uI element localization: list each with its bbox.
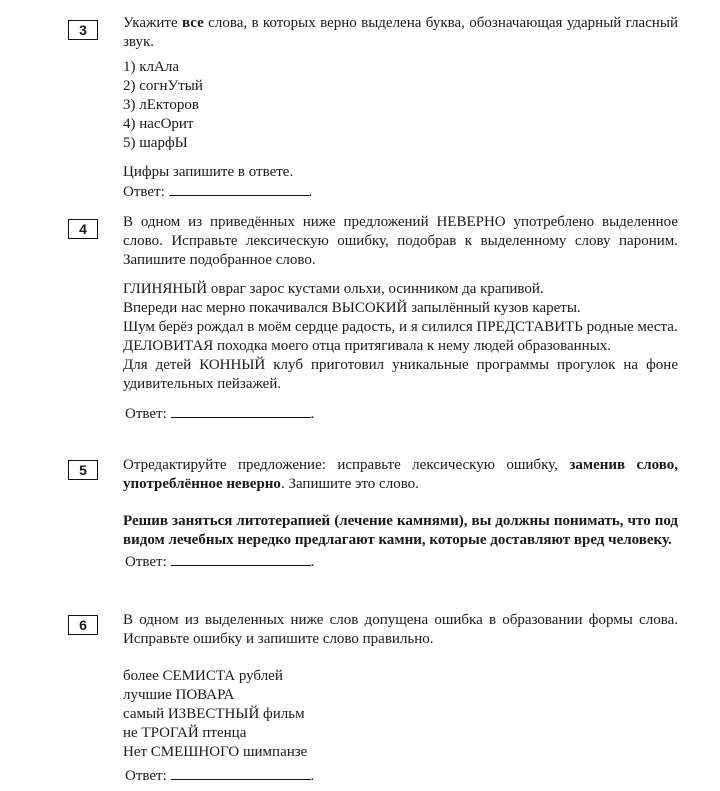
answer-label: Ответ: xyxy=(125,406,167,422)
answer-line: Ответ: . xyxy=(125,768,315,784)
word-item: самый ИЗВЕСТНЫЙ фильм xyxy=(123,706,305,722)
answer-label: Ответ: xyxy=(125,554,167,570)
word-item: более СЕМИСТА рублей xyxy=(123,668,283,684)
option-item: 5) шарфЫ xyxy=(123,135,188,151)
task-content xyxy=(123,611,678,786)
answer-instruction: Цифры запишите в ответе. xyxy=(123,164,294,180)
task-sentence: Решив заняться литотерапией (лечение камнями), вы должны понимать, что под видом лечебных нередко предлагают камни, которые доставляют вред человеку. xyxy=(123,513,678,548)
task-number-box: 6 xyxy=(68,615,98,635)
task-content xyxy=(123,456,678,572)
option-item: 1) клАла xyxy=(123,59,179,75)
sentence-item: ГЛИНЯНЫЙ овраг зарос кустами ольхи, осинником да крапивой. xyxy=(123,281,544,297)
task-content xyxy=(123,213,678,424)
task-question: Укажите все слова, в которых верно выделена буква, обозначающая ударный гласный звук. xyxy=(123,15,678,50)
task-number-box: 5 xyxy=(68,460,98,480)
word-item: Нет СМЕШНОГО шимпанзе xyxy=(123,744,308,760)
answer-label: Ответ: xyxy=(123,184,165,200)
answer-blank[interactable] xyxy=(171,404,311,418)
sentence-item: ДЕЛОВИТАЯ походка моего отца притягивала к нему людей образованных. xyxy=(123,338,612,354)
answer-line: Ответ: . xyxy=(125,406,315,422)
sentence-item: Шум берёз рождал в моём сердце радость, и я силился ПРЕДСТАВИТЬ родные места. xyxy=(123,319,678,335)
sentence-item: Для детей КОННЫЙ клуб приготовил уникальные программы прогулок на фоне удивительных пейзажей. xyxy=(123,357,678,392)
task-content xyxy=(123,14,678,202)
word-item: лучшие ПОВАРА xyxy=(123,687,235,703)
task-number-box: 3 xyxy=(68,20,98,40)
task-question: Отредактируйте предложение: исправьте лексическую ошибку, заменив слово, употреблённое неверно. Запишите это слово. xyxy=(123,457,678,492)
option-item: 2) согнУтый xyxy=(123,78,203,94)
option-item: 4) насОрит xyxy=(123,116,194,132)
answer-blank[interactable] xyxy=(171,766,311,780)
answer-label: Ответ: xyxy=(125,768,167,784)
task-question: В одном из приведённых ниже предложений НЕВЕРНО употреблено выделенное слово. Исправьте лексическую ошибку, подобрав к выделенному слову пароним. Запишите подобранное слово. xyxy=(123,214,678,268)
answer-line: Ответ: . xyxy=(125,554,315,570)
option-item: 3) лЕкторов xyxy=(123,97,199,113)
answer-blank[interactable] xyxy=(169,182,309,196)
answer-line: Ответ: . xyxy=(123,184,313,200)
task-question: В одном из выделенных ниже слов допущена ошибка в образовании формы слова. Исправьте ошибку и запишите слово правильно. xyxy=(123,612,678,647)
sentence-item: Впереди нас мерно покачивался ВЫСОКИЙ запылённый кузов кареты. xyxy=(123,300,581,316)
word-item: не ТРОГАЙ птенца xyxy=(123,725,247,741)
answer-blank[interactable] xyxy=(171,552,311,566)
task-number-box: 4 xyxy=(68,219,98,239)
